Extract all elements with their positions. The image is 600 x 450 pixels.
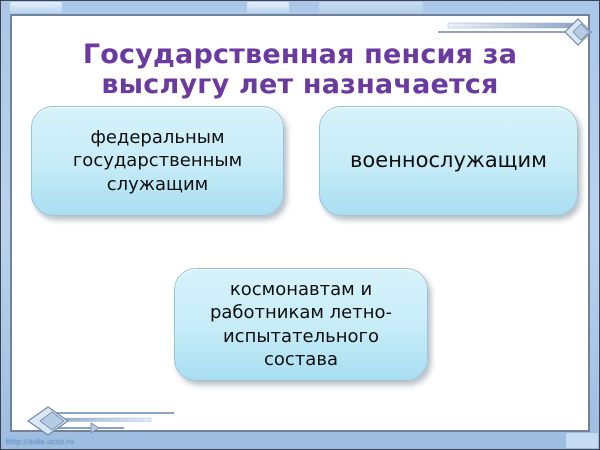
box-cosmonauts-test-crew: [174, 268, 428, 381]
accent-line: [438, 31, 579, 33]
box-federal-civil-servants: [31, 106, 284, 216]
accent-line: [51, 412, 174, 414]
frame-highlight: [247, 2, 289, 13]
accent-bar: [448, 23, 579, 28]
box-label-line: служащим: [106, 173, 209, 195]
box-label-line: военнослужащим: [350, 148, 547, 173]
box-label-line: федеральным: [90, 126, 225, 148]
frame-highlight: [566, 433, 598, 448]
bottom-left-accent: [7, 399, 197, 439]
box-label-line: испытательного: [222, 325, 379, 347]
box-military-personnel: [319, 106, 578, 216]
slide-title: [21, 40, 579, 100]
slide-title-line: Государственная пенсия за: [82, 39, 518, 71]
box-label-line: государственным: [72, 150, 243, 172]
arrow-marker-icon: [91, 423, 99, 433]
accent-line: [53, 427, 124, 429]
frame-highlight: [10, 2, 62, 13]
box-label-line: космонавтам и: [229, 278, 373, 300]
slide-title-line: выслугу лет назначается: [101, 69, 499, 101]
box-label-line: состава: [264, 348, 338, 370]
frame-highlight: [319, 2, 423, 13]
watermark-url: http://aida.ucoz.ru: [6, 438, 75, 446]
box-label-line: работникам летно-: [209, 302, 393, 324]
